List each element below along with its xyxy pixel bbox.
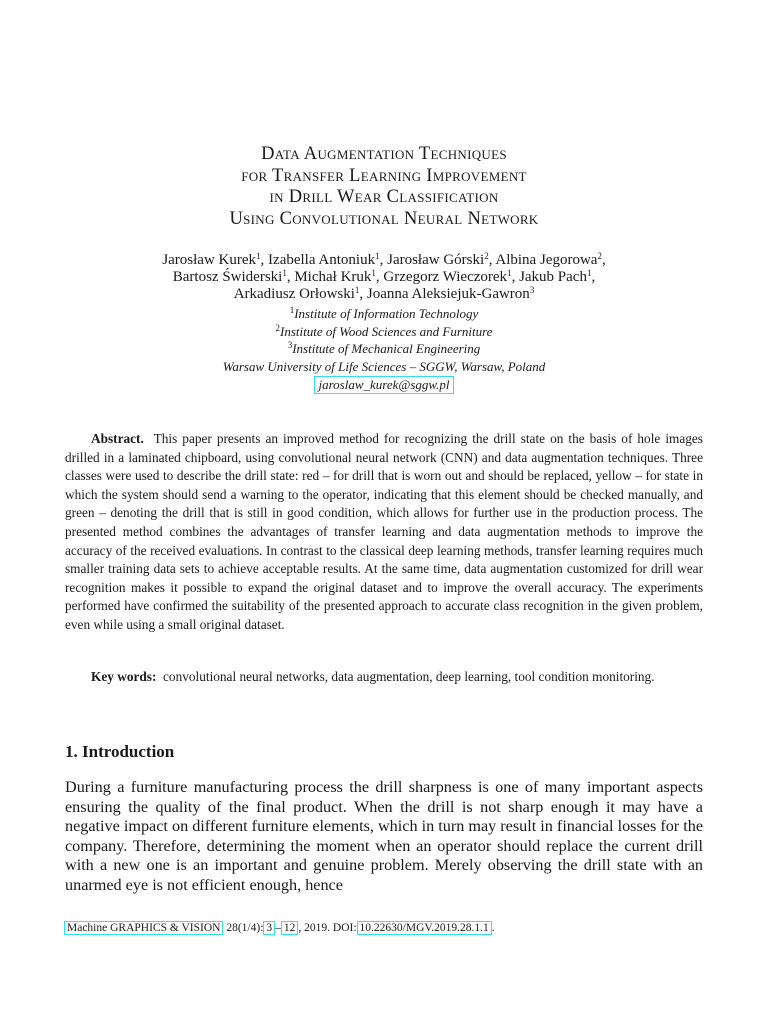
- keywords-paragraph: [65, 668, 703, 687]
- author-name: Grzegorz Wieczorek: [383, 269, 508, 285]
- author-name: Izabella Antoniuk: [268, 252, 376, 268]
- affiliation-mark: 2: [275, 322, 281, 333]
- page-end-link[interactable]: 12: [281, 921, 299, 935]
- affiliation-mark: 1: [507, 268, 512, 278]
- author-name: Bartosz Świderski: [172, 269, 283, 285]
- title-line: Data Augmentation Techniques: [261, 144, 507, 164]
- author-name: Jarosław Górski: [387, 252, 485, 268]
- author-line: Bartosz Świderski$^1$, Michał Kruk$^1$, Grzegorz Wieczorek$^1$, Jakub Pach$^1$,: [172, 268, 596, 285]
- affiliation-line: [0, 305, 768, 323]
- affiliation-mark: 1: [256, 251, 261, 261]
- abstract-label: Abstract.: [91, 431, 144, 446]
- author-name: Arkadiusz Orłowski: [233, 286, 355, 302]
- title-line: for Transfer Learning Improvement: [241, 165, 527, 186]
- author-name: Albina Jegorowa: [495, 252, 598, 268]
- affiliation-text: Institute of Information Technology: [294, 306, 479, 321]
- journal-link[interactable]: Machine GRAPHICS & VISION: [64, 921, 223, 935]
- journal-volume: 28(1/4): [226, 922, 261, 934]
- affiliation-mark: 3: [529, 285, 535, 295]
- affiliation-text: Institute of Wood Sciences and Furniture: [280, 323, 493, 339]
- keywords-label: Key words:: [91, 669, 157, 684]
- affiliation-line: [0, 340, 768, 358]
- affiliation-mark: 1: [586, 268, 592, 278]
- abstract: [65, 430, 703, 635]
- email-line: [0, 376, 768, 394]
- affiliation-mark: 1: [375, 251, 380, 261]
- keywords: [65, 668, 703, 687]
- affiliation-mark: 2: [484, 251, 489, 261]
- section-heading: 1. Introduction: [65, 742, 175, 761]
- journal-year: 2019.: [304, 922, 331, 934]
- affiliation-mark: 1: [282, 268, 287, 278]
- introduction-paragraph: During a furniture manufacturing process the drill sharpness is one of many important aspects ensuring the quality of the final product. When the drill is not sharp enough it may have a negative impact on different furniture elements, which in turn may result in financial losses for the company. Therefore, determining the moment when an operator should replace the current drill with a new one is an important and genuine problem. Merely observing the drill state with an unarmed eye is not efficient enough, hence: [65, 778, 704, 894]
- affiliation-line: [0, 323, 768, 341]
- university-line: Warsaw University of Life Sciences – SGGW, Warsaw, Poland: [222, 358, 546, 374]
- affiliation-mark: 1: [371, 268, 376, 278]
- author-line: Jarosław Kurek$^1$, Izabella Antoniuk$^1$, Jarosław Górski$^2$, Albina Jegorowa$^2$,: [162, 251, 606, 268]
- affiliation-mark: 1: [354, 285, 360, 295]
- author-line: Arkadiusz Orłowski$^1$, Joanna Aleksiejuk-Gawron$^3$: [233, 285, 535, 302]
- email-link[interactable]: jaroslaw_kurek@sggw.pl: [314, 376, 453, 394]
- affiliation-text: Institute of Mechanical Engineering: [292, 341, 481, 356]
- author-name: Jarosław Kurek: [162, 252, 257, 268]
- introduction-body: [65, 778, 703, 895]
- author-list: [0, 252, 768, 303]
- paper-title: [0, 144, 768, 230]
- citation-footer: Machine GRAPHICS & VISION 28(1/4): 3 – 12 , 2019. DOI: 10.22630/MGV.2019.28.1.1 .: [64, 920, 495, 936]
- abstract-paragraph: [65, 430, 703, 635]
- abstract-text: This paper presents an improved method for recognizing the drill state on the basis of hole images drilled in a laminated chipboard, using convolutional neural network (CNN) and data augmentation techniques. Three classes were used to describe the drill state: red – for drill that is worn out and should be replaced, yellow – for state in which the system should send a warning to the operator, indicating that this element should be checked manually, and green – denoting the drill that is still in good condition, which allows for further use in the production process. The presented method combines the advantages of transfer learning and data augmentation methods to improve the accuracy of the received evaluations. In contrast to the classical deep learning methods, transfer learning requires much smaller training data sets to achieve acceptable results. At the same time, data augmentation customized for drill wear recognition makes it possible to expand the original dataset and to improve the overall accuracy. The experiments performed have confirmed the suitability of the presented approach to accurate class recognition in the given problem, even while using a small original dataset.: [65, 431, 703, 632]
- page-start-link[interactable]: 3: [263, 921, 275, 935]
- title-line: in Drill Wear Classification: [269, 187, 499, 207]
- doi-link[interactable]: 10.22630/MGV.2019.28.1.1: [357, 921, 492, 935]
- affiliation-mark: 2: [597, 251, 602, 261]
- author-name: Jakub Pach: [519, 269, 587, 285]
- keywords-text: convolutional neural networks, data augmentation, deep learning, tool condition monitoring.: [163, 669, 655, 684]
- affiliations: [0, 305, 768, 394]
- title-line: Using Convolutional Neural Network: [229, 208, 539, 229]
- affiliation-mark: 1: [289, 305, 295, 315]
- author-name: Michał Kruk: [294, 269, 372, 285]
- affiliation-mark: 3: [287, 340, 293, 350]
- doi-label: DOI:: [332, 922, 357, 934]
- author-name: Joanna Aleksiejuk-Gawron: [366, 286, 530, 302]
